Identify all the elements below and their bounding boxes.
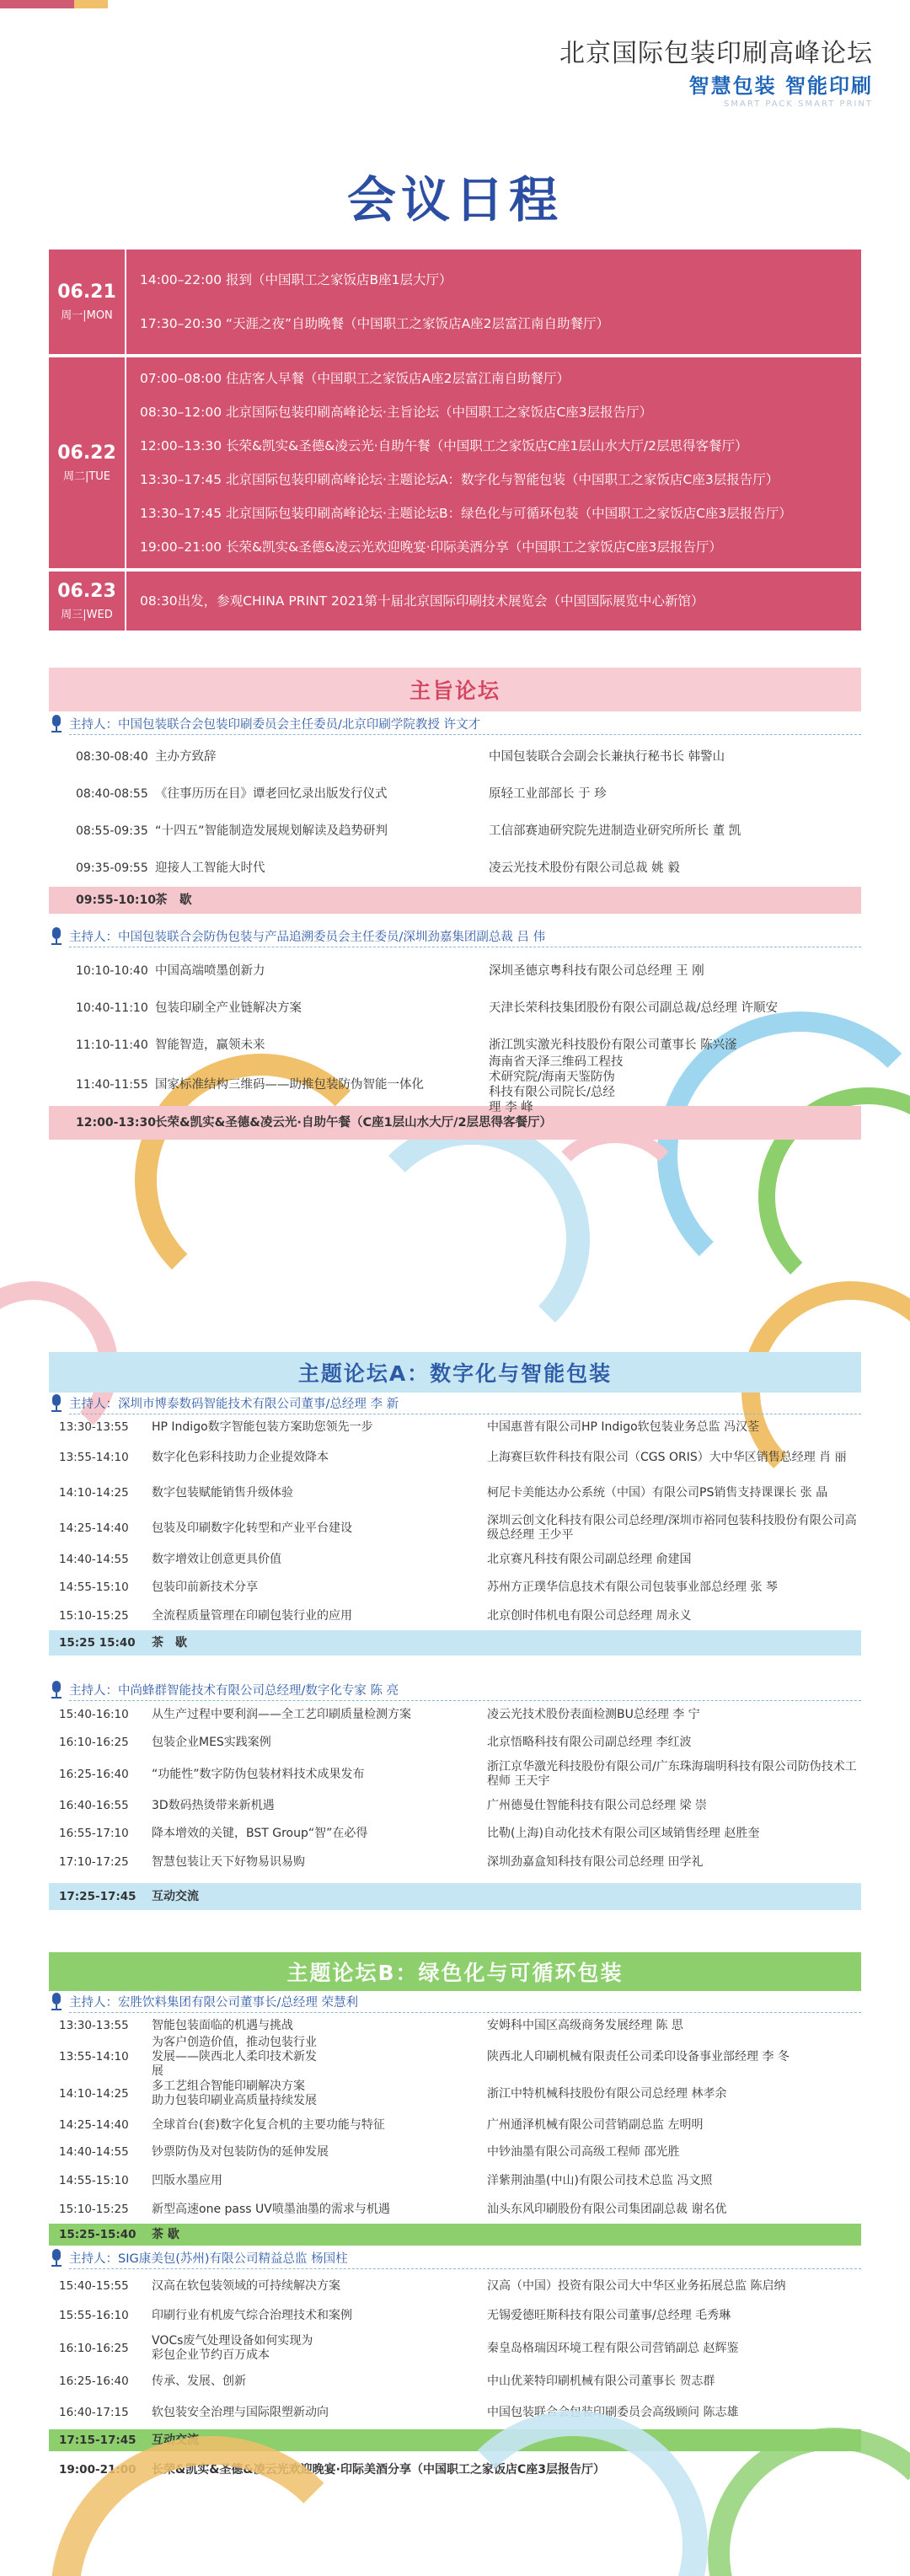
row-speaker: 海南省天泽三维码工程技术研究院/海南天鉴防伪科技有限公司院长/总经理 李 峰 — [489, 1055, 624, 1114]
row-label: 茶 歇 — [152, 1635, 187, 1650]
keynote-host-2 — [49, 926, 861, 947]
row-speaker: 中国包装联合会包装印刷委员会高级顾问 陈志雄 — [487, 2405, 739, 2419]
row-speaker: 广州通泽机械有限公司营销副总监 左明明 — [487, 2117, 704, 2132]
row-speaker: 中国包装联合会副会长兼执行秘书长 韩警山 — [489, 750, 725, 764]
row-speaker: 工信部赛迪研究院先进制造业研究所所长 董 凯 — [489, 824, 741, 838]
row-time: 17:10-17:25 — [59, 1855, 129, 1869]
schedule-item: 13:30–17:45 北京国际包装印刷高峰论坛·主题论坛B：绿色化与可循环包装（中国职工之家饭店C座3层报告厅） — [140, 506, 792, 521]
table-row — [49, 2271, 861, 2301]
row-speaker: 浙江中特机械科技股份有限公司总经理 林孝余 — [487, 2086, 727, 2101]
day-items — [126, 250, 861, 354]
forum-a-host-1 — [49, 1393, 861, 1414]
microphone-icon — [49, 1681, 64, 1699]
row-time: 16:25-16:40 — [59, 2375, 129, 2388]
row-topic: 包装企业MES实践案例 — [152, 1735, 271, 1749]
row-speaker: 原轻工业部部长 于 珍 — [489, 787, 607, 801]
row-time: 14:25-14:40 — [59, 2118, 129, 2132]
row-speaker: 浙江凯实激光科技股份有限公司董事长 陈兴滏 — [489, 1038, 737, 1052]
row-speaker: 比勒(上海)自动化技术有限公司区域销售经理 赵胜奎 — [487, 1826, 760, 1840]
row-time: 13:30-13:55 — [59, 2019, 129, 2032]
keynote-rows-1 — [49, 738, 861, 914]
schedule-overview — [49, 250, 861, 634]
row-time: 08:55-09:35 — [76, 824, 148, 838]
row-speaker: 陕西北人印刷机械有限责任公司柔印设备事业部经理 李 冬 — [487, 2049, 790, 2063]
schedule-item: 19:00–21:00 长荣&凯实&圣德&凌云光欢迎晚宴·印际美酒分享（中国职工之家饭店C座3层报告厅） — [140, 539, 722, 555]
row-time: 10:10-10:40 — [76, 964, 148, 978]
row-label: 长荣&凯实&圣德&凌云光·自助午餐（C座1层山水大厅/2层思得客餐厅） — [155, 1116, 553, 1130]
row-speaker: 深圳圣德京粤科技有限公司总经理 王 刚 — [489, 964, 704, 978]
row-topic: 智能包装面临的机遇与挑战 — [152, 2018, 293, 2032]
day-label — [49, 250, 126, 354]
row-time: 14:10-14:25 — [59, 2087, 129, 2101]
table-row — [49, 1792, 861, 1819]
row-label: 互动交流 — [152, 2433, 199, 2447]
row-speaker: 深圳云创文化科技有限公司总经理/深圳市裕同包装科技股份有限公司高级总经理 王少平 — [487, 1514, 857, 1542]
forum-a-rows-1 — [49, 1414, 861, 1656]
day-date: 06.22 — [57, 443, 116, 464]
row-topic: 软包装安全治理与国际限塑新动向 — [152, 2405, 329, 2419]
row-topic: VOCs废气处理设备如何实现为彩包企业节约百万成本 — [152, 2334, 313, 2362]
row-time: 19:00-21:00 — [59, 2463, 136, 2477]
schedule-item: 07:00–08:00 住店客人早餐（中国职工之家饭店A座2层富江南自助餐厅） — [140, 371, 570, 386]
row-topic: 数字包装赋能销售升级体验 — [152, 1485, 293, 1500]
forum-b-host-1 — [49, 1991, 861, 2013]
page-title: 会议日程 — [346, 171, 563, 228]
row-time: 08:30-08:40 — [76, 750, 148, 764]
forum-slogan: 智慧包装 智能印刷 — [688, 74, 873, 98]
row-topic: 《往事历历在目》谭老回忆录出版发行仪式 — [155, 787, 388, 801]
table-row — [49, 1573, 861, 1602]
row-topic: “功能性”数字防伪包装材料技术成果发布 — [152, 1767, 365, 1781]
row-label: 互动交流 — [152, 1889, 199, 1903]
table-row — [49, 1475, 861, 1511]
row-topic: 从生产过程中要利润——全工艺印刷质量检测方案 — [152, 1707, 411, 1721]
table-row — [49, 2166, 861, 2195]
row-topic: 钞票防伪及对包装防伪的延伸发展 — [152, 2144, 329, 2159]
day-items — [126, 572, 861, 631]
row-time: 14:40-14:55 — [59, 1553, 129, 1566]
row-time: 15:55-16:10 — [59, 2309, 129, 2322]
table-row — [49, 1546, 861, 1573]
microphone-icon — [49, 1394, 64, 1413]
day-weekday: 周二|TUE — [62, 470, 111, 483]
row-topic: 凹版水墨应用 — [152, 2173, 222, 2187]
host-text: 主持人：深圳市博泰数码智能技术有限公司董事/总经理 李 新 — [69, 1393, 861, 1414]
row-speaker: 无锡爱德旺斯科技有限公司董事/总经理 毛秀琳 — [487, 2308, 731, 2322]
row-topic: 包装印前新技术分享 — [152, 1580, 258, 1594]
schedule-day — [49, 572, 861, 631]
table-row — [49, 2112, 861, 2138]
row-time: 09:55-10:10 — [76, 894, 156, 907]
schedule-day — [49, 357, 861, 568]
row-topic: 迎接人工智能大时代 — [155, 861, 265, 875]
table-row — [49, 775, 861, 813]
row-label: 茶 歇 — [152, 2227, 179, 2241]
row-time: 15:40-15:55 — [59, 2279, 129, 2293]
row-speaker: 上海赛巨软件科技有限公司（CGS ORIS）大中华区销售总经理 肖 丽 — [487, 1450, 847, 1464]
day-date: 06.23 — [57, 581, 116, 602]
row-time: 16:40-16:55 — [59, 1799, 129, 1812]
row-topic: 包装印刷全产业链解决方案 — [155, 1001, 302, 1015]
row-time: 15:25 15:40 — [59, 1636, 136, 1650]
row-speaker: 北京悟略科技有限公司副总经理 李红波 — [487, 1735, 692, 1749]
break-row — [49, 1630, 861, 1656]
row-time: 13:55-14:10 — [59, 1451, 129, 1464]
row-time: 14:10-14:25 — [59, 1486, 129, 1500]
microphone-icon — [49, 1993, 64, 2011]
row-speaker: 柯尼卡美能达办公系统（中国）有限公司PS销售支持课课长 张 晶 — [487, 1485, 828, 1500]
day-label — [49, 572, 126, 631]
header-accent-bar-gold — [74, 0, 108, 8]
row-speaker: 北京创时伟机电有限公司总经理 周永义 — [487, 1608, 692, 1623]
row-speaker: 洋紫荆油墨(中山)有限公司技术总监 冯文照 — [487, 2173, 713, 2187]
day-items — [126, 357, 861, 568]
row-time: 17:15-17:45 — [59, 2434, 136, 2447]
row-time: 14:25-14:40 — [59, 1521, 129, 1535]
row-time: 08:40-08:55 — [76, 787, 148, 801]
table-row — [49, 1819, 861, 1848]
row-speaker: 汉高（中国）投资有限公司大中华区业务拓展总监 陈启纳 — [487, 2278, 786, 2293]
table-row — [49, 1055, 861, 1114]
host-text: 主持人：中国包装联合会包装印刷委员会主任委员/北京印刷学院教授 许文才 — [69, 713, 861, 735]
host-text: 主持人：中国包装联合会防伪包装与产品追溯委员会主任委员/深圳劲嘉集团副总裁 吕 伟 — [69, 926, 861, 947]
row-time: 14:55-15:10 — [59, 1580, 129, 1594]
row-time: 11:10-11:40 — [76, 1038, 148, 1052]
decor-arc — [539, 1130, 691, 1281]
table-row — [49, 1728, 861, 1757]
table-row — [49, 1848, 861, 1876]
row-topic: 降本增效的关键，BST Group“智”在必得 — [152, 1826, 368, 1840]
schedule-day — [49, 250, 861, 354]
row-topic: 智慧包装让天下好物易识易购 — [152, 1854, 305, 1869]
forum-a-host-2 — [49, 1679, 861, 1701]
row-topic: 传承、发展、创新 — [152, 2374, 246, 2388]
microphone-icon — [49, 2249, 64, 2267]
row-speaker: 深圳劲嘉盒知科技有限公司总经理 田学礼 — [487, 1854, 704, 1869]
row-speaker: 凌云光技术股份表面检测BU总经理 李 宁 — [487, 1707, 700, 1721]
forum-b-section-title: 主题论坛B：绿色化与可循环包装 — [49, 1952, 861, 1991]
forum-a-section-title: 主题论坛A：数字化与智能包装 — [49, 1352, 861, 1393]
table-row — [49, 953, 861, 990]
row-speaker: 汕头东风印刷股份有限公司集团副总裁 谢名优 — [487, 2202, 727, 2216]
keynote-rows-2 — [49, 953, 861, 1140]
day-label — [49, 357, 126, 568]
header-accent-bar — [0, 0, 74, 8]
row-time: 17:25-17:45 — [59, 1890, 136, 1903]
row-topic: “十四五”智能制造发展规划解读及趋势研判 — [155, 824, 388, 838]
closing-row — [49, 1883, 861, 1910]
row-topic: 印刷行业有机废气综合治理技术和案例 — [152, 2308, 352, 2322]
row-topic: HP Indigo数字智能包装方案助您领先一步 — [152, 1419, 373, 1434]
row-speaker: 中钞油墨有限公司高级工程师 邵光胜 — [487, 2144, 680, 2159]
row-time: 10:40-11:10 — [76, 1001, 148, 1015]
row-time: 13:30-13:55 — [59, 1420, 129, 1434]
table-row — [49, 1414, 861, 1440]
row-topic: 数字化色彩科技助力企业提效降本 — [152, 1450, 329, 1464]
table-row — [49, 2301, 861, 2330]
host-text: 主持人：宏胜饮料集团有限公司董事长/总经理 荣慧利 — [69, 1991, 861, 2013]
table-row — [49, 2330, 861, 2367]
schedule-item: 14:00–22:00 报到（中国职工之家饭店B座1层大厅） — [140, 272, 452, 287]
row-speaker: 中国惠普有限公司HP Indigo软包装业务总监 冯汉荃 — [487, 1419, 760, 1434]
row-time: 15:40-16:10 — [59, 1708, 129, 1721]
keynote-host-1 — [49, 713, 861, 735]
microphone-icon — [49, 715, 64, 733]
row-topic: 全球首台(套)数字化复合机的主要功能与特征 — [152, 2117, 385, 2132]
row-time: 15:25-15:40 — [59, 2228, 136, 2241]
schedule-item: 08:30–12:00 北京国际包装印刷高峰论坛·主旨论坛（中国职工之家饭店C座3层报告厅） — [140, 405, 653, 420]
row-topic: 数字增效让创意更具价值 — [152, 1552, 281, 1566]
table-row — [49, 1701, 861, 1728]
forum-b-host-2 — [49, 2247, 861, 2269]
row-speaker: 秦皇岛格瑞因环境工程有限公司营销副总 赵辉鉴 — [487, 2341, 739, 2355]
row-topic: 国家标准结构三维码——助推包装防伪智能一体化 — [155, 1078, 424, 1092]
day-weekday: 周三|WED — [61, 609, 113, 621]
row-topic: 包装及印刷数字化转型和产业平台建设 — [152, 1521, 352, 1535]
row-label: 茶 歇 — [155, 894, 192, 907]
row-topic: 智能智造，赢领未来 — [155, 1038, 265, 1052]
row-time: 16:40-17:15 — [59, 2406, 129, 2419]
row-label: 长荣&凯实&圣德&凌云光欢迎晚宴·印际美酒分享（中国职工之家饭店C座3层报告厅） — [152, 2462, 605, 2477]
host-text: 主持人：中尚蜂群智能技术有限公司总经理/数字化专家 陈 亮 — [69, 1679, 861, 1701]
table-row — [49, 2035, 861, 2078]
row-time: 15:10-15:25 — [59, 2203, 129, 2216]
row-speaker: 安姆科中国区高级商务发展经理 陈 思 — [487, 2018, 683, 2032]
row-speaker: 中山优莱特印刷机械有限公司董事长 贺志群 — [487, 2374, 715, 2388]
row-time: 14:55-15:10 — [59, 2174, 129, 2187]
schedule-item: 08:30出发，参观CHINA PRINT 2021第十届北京国际印刷技术展览会（中国国际展览中心新馆） — [140, 593, 704, 609]
table-row — [49, 813, 861, 850]
row-time: 12:00-13:30 — [76, 1116, 156, 1130]
day-weekday: 周一|MON — [61, 309, 113, 322]
table-row — [49, 2396, 861, 2429]
row-time: 16:10-16:25 — [59, 2342, 129, 2355]
table-row — [49, 990, 861, 1027]
day-date: 06.21 — [57, 282, 116, 303]
table-row — [49, 738, 861, 775]
host-text: 主持人：SIG康美包(苏州)有限公司精益总监 杨国柱 — [69, 2247, 861, 2269]
row-time: 11:40-11:55 — [76, 1078, 148, 1092]
table-row — [49, 850, 861, 887]
forum-a-rows-2 — [49, 1701, 861, 1910]
microphone-icon — [49, 927, 64, 946]
table-row — [49, 2138, 861, 2166]
row-time: 15:10-15:25 — [59, 1609, 129, 1623]
row-topic: 汉高在软包装领域的可持续解决方案 — [152, 2278, 340, 2293]
table-row — [49, 2013, 861, 2038]
schedule-item: 17:30–20:30 “天涯之夜”自助晚餐（中国职工之家饭店A座2层富江南自助餐厅） — [140, 316, 610, 331]
forum-name: 北京国际包装印刷高峰论坛 — [559, 39, 873, 68]
row-time: 09:35-09:55 — [76, 861, 148, 875]
row-speaker: 浙江京华激光科技股份有限公司/广东珠海瑞明科技有限公司防伪技术工程师 王天宇 — [487, 1760, 857, 1788]
schedule-item: 12:00–13:30 长荣&凯实&圣德&凌云光·自助午餐（中国职工之家饭店C座1层山水大厅/2层思得客餐厅） — [140, 438, 748, 453]
table-row — [49, 1440, 861, 1475]
keynote-section-title: 主旨论坛 — [49, 668, 861, 711]
schedule-item: 13:30–17:45 北京国际包装印刷高峰论坛·主题论坛A：数字化与智能包装（中国职工之家饭店C座3层报告厅） — [140, 472, 779, 487]
table-row — [49, 2195, 861, 2224]
row-time: 14:40-14:55 — [59, 2145, 129, 2159]
row-topic: 中国高端喷墨创新力 — [155, 964, 265, 978]
row-topic: 为客户创造价值，推动包装行业发展——陕西北人柔印技术新发展 — [152, 2035, 317, 2078]
row-topic: 主办方致辞 — [155, 750, 217, 764]
table-row — [49, 1757, 861, 1792]
row-time: 16:25-16:40 — [59, 1768, 129, 1781]
row-time: 16:10-16:25 — [59, 1736, 129, 1749]
row-speaker: 北京赛凡科技有限公司副总经理 俞建国 — [487, 1552, 692, 1566]
table-row — [49, 2367, 861, 2396]
table-row — [49, 2075, 861, 2112]
row-time: 13:55-14:10 — [59, 2050, 129, 2063]
row-speaker: 凌云光技术股份有限公司总裁 姚 毅 — [489, 861, 680, 875]
row-topic: 全流程质量管理在印刷包装行业的应用 — [152, 1608, 352, 1623]
row-speaker: 广州德曼仕智能科技有限公司总经理 梁 崇 — [487, 1798, 707, 1812]
table-row — [49, 1602, 861, 1630]
row-speaker: 苏州方正璞华信息技术有限公司包装事业部总经理 张 琴 — [487, 1580, 778, 1594]
table-row — [49, 1511, 861, 1546]
forum-b-rows-1 — [49, 2013, 861, 2246]
row-topic: 多工艺组合智能印刷解决方案 助力包装印刷业高质量持续发展 — [152, 2080, 317, 2107]
row-topic: 3D数码热烫带来新机遇 — [152, 1798, 275, 1812]
row-time: 16:55-17:10 — [59, 1827, 129, 1840]
row-topic: 新型高速one pass UV喷墨油墨的需求与机遇 — [152, 2202, 390, 2216]
break-row — [49, 887, 861, 914]
row-speaker: 天津长荣科技集团股份有限公司副总裁/总经理 许顺安 — [489, 1001, 778, 1015]
forum-slogan-en: SMART PACK SMART PRINT — [724, 99, 873, 109]
break-row — [49, 2224, 861, 2246]
